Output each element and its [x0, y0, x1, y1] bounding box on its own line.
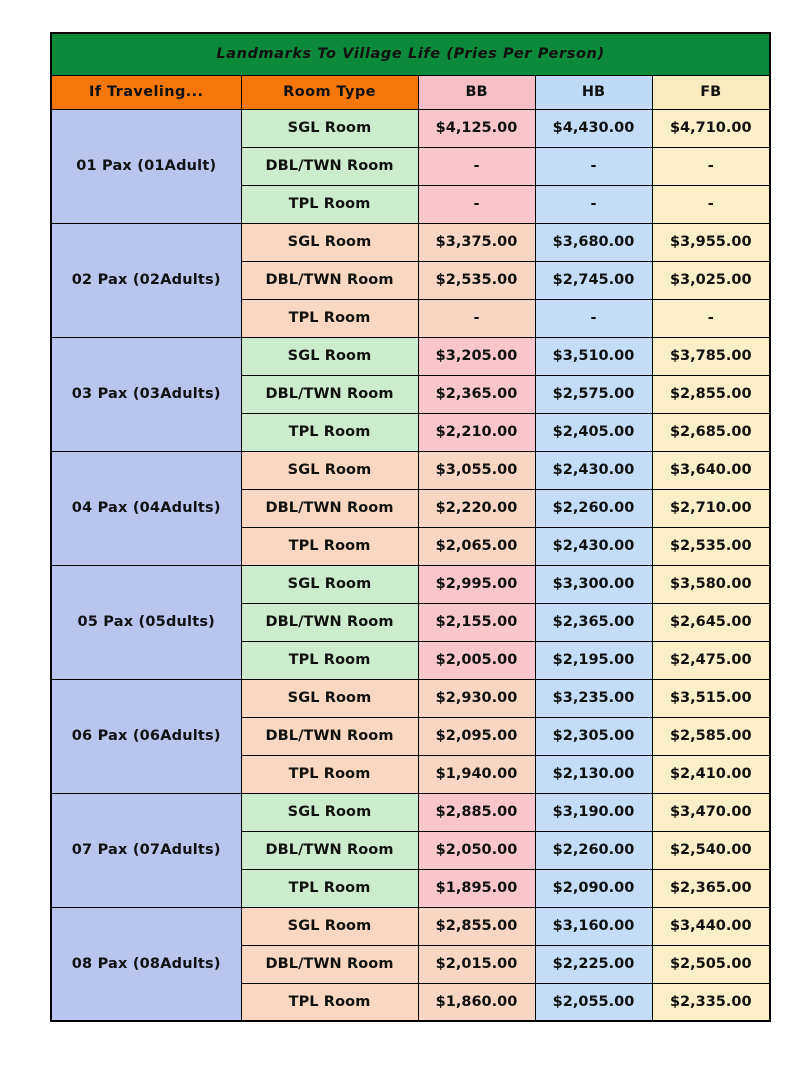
price-cell-hb: $2,745.00	[535, 261, 652, 299]
price-cell-fb: $2,475.00	[652, 641, 770, 679]
table-row	[51, 109, 770, 147]
price-cell-bb: $2,005.00	[418, 641, 535, 679]
room-type-cell: TPL Room	[241, 869, 418, 907]
header-hb: HB	[535, 75, 652, 109]
price-cell-hb: -	[535, 299, 652, 337]
pax-label: 06 Pax (06Adults)	[51, 679, 241, 793]
price-cell-hb: $3,235.00	[535, 679, 652, 717]
price-cell-hb: $4,430.00	[535, 109, 652, 147]
room-type-cell: SGL Room	[241, 451, 418, 489]
pax-label: 01 Pax (01Adult)	[51, 109, 241, 223]
price-cell-bb: $2,050.00	[418, 831, 535, 869]
room-type-cell: TPL Room	[241, 983, 418, 1021]
room-type-cell: DBL/TWN Room	[241, 147, 418, 185]
room-type-cell: TPL Room	[241, 413, 418, 451]
price-cell-fb: -	[652, 299, 770, 337]
room-type-cell: SGL Room	[241, 793, 418, 831]
header-if-traveling: If Traveling...	[51, 75, 241, 109]
price-cell-hb: $2,260.00	[535, 831, 652, 869]
room-type-cell: SGL Room	[241, 907, 418, 945]
column-header-row	[51, 75, 770, 109]
price-cell-fb: $3,580.00	[652, 565, 770, 603]
pricing-table	[50, 32, 771, 1022]
room-type-cell: DBL/TWN Room	[241, 945, 418, 983]
room-type-cell: SGL Room	[241, 223, 418, 261]
price-cell-bb: $2,065.00	[418, 527, 535, 565]
room-type-cell: TPL Room	[241, 527, 418, 565]
price-cell-hb: $3,680.00	[535, 223, 652, 261]
price-cell-bb: $3,055.00	[418, 451, 535, 489]
price-cell-bb: -	[418, 147, 535, 185]
price-cell-hb: $2,405.00	[535, 413, 652, 451]
price-cell-fb: $2,505.00	[652, 945, 770, 983]
price-cell-bb: $3,375.00	[418, 223, 535, 261]
room-type-cell: TPL Room	[241, 185, 418, 223]
price-cell-bb: $4,125.00	[418, 109, 535, 147]
price-cell-fb: $2,410.00	[652, 755, 770, 793]
price-cell-bb: $1,940.00	[418, 755, 535, 793]
title-row	[51, 33, 770, 75]
price-cell-fb: $2,685.00	[652, 413, 770, 451]
table-row	[51, 679, 770, 717]
price-cell-hb: $2,055.00	[535, 983, 652, 1021]
room-type-cell: TPL Room	[241, 299, 418, 337]
price-cell-hb: -	[535, 185, 652, 223]
price-cell-bb: $2,210.00	[418, 413, 535, 451]
room-type-cell: TPL Room	[241, 641, 418, 679]
room-type-cell: SGL Room	[241, 565, 418, 603]
price-cell-hb: $2,365.00	[535, 603, 652, 641]
room-type-cell: DBL/TWN Room	[241, 831, 418, 869]
price-cell-fb: $3,785.00	[652, 337, 770, 375]
price-cell-bb: $1,895.00	[418, 869, 535, 907]
price-cell-hb: -	[535, 147, 652, 185]
price-cell-hb: $2,430.00	[535, 451, 652, 489]
table-row	[51, 337, 770, 375]
table-row	[51, 907, 770, 945]
price-cell-fb: $3,025.00	[652, 261, 770, 299]
room-type-cell: SGL Room	[241, 109, 418, 147]
price-cell-fb: $2,710.00	[652, 489, 770, 527]
room-type-cell: DBL/TWN Room	[241, 717, 418, 755]
price-cell-fb: $2,855.00	[652, 375, 770, 413]
price-cell-fb: $3,955.00	[652, 223, 770, 261]
price-cell-hb: $2,305.00	[535, 717, 652, 755]
price-cell-hb: $2,195.00	[535, 641, 652, 679]
price-cell-bb: $2,885.00	[418, 793, 535, 831]
room-type-cell: TPL Room	[241, 755, 418, 793]
header-fb: FB	[652, 75, 770, 109]
price-cell-bb: $2,995.00	[418, 565, 535, 603]
price-cell-bb: $2,155.00	[418, 603, 535, 641]
pax-label: 03 Pax (03Adults)	[51, 337, 241, 451]
price-cell-bb: $2,855.00	[418, 907, 535, 945]
price-cell-fb: -	[652, 147, 770, 185]
table-row	[51, 223, 770, 261]
price-cell-hb: $3,160.00	[535, 907, 652, 945]
price-cell-bb: -	[418, 185, 535, 223]
pax-label: 02 Pax (02Adults)	[51, 223, 241, 337]
price-cell-hb: $3,300.00	[535, 565, 652, 603]
price-cell-hb: $2,130.00	[535, 755, 652, 793]
price-cell-fb: $3,440.00	[652, 907, 770, 945]
table-row	[51, 565, 770, 603]
table-row	[51, 451, 770, 489]
table-row	[51, 793, 770, 831]
pax-label: 08 Pax (08Adults)	[51, 907, 241, 1021]
price-cell-fb: -	[652, 185, 770, 223]
header-bb: BB	[418, 75, 535, 109]
table-title: Landmarks To Village Life (Pries Per Person)	[51, 33, 770, 75]
price-cell-hb: $3,510.00	[535, 337, 652, 375]
pax-label: 05 Pax (05dults)	[51, 565, 241, 679]
price-cell-hb: $3,190.00	[535, 793, 652, 831]
price-cell-fb: $2,540.00	[652, 831, 770, 869]
table-header	[51, 33, 770, 109]
price-cell-fb: $2,645.00	[652, 603, 770, 641]
price-cell-fb: $3,640.00	[652, 451, 770, 489]
price-cell-bb: $3,205.00	[418, 337, 535, 375]
room-type-cell: DBL/TWN Room	[241, 603, 418, 641]
price-cell-fb: $2,535.00	[652, 527, 770, 565]
price-cell-bb: $1,860.00	[418, 983, 535, 1021]
pax-label: 07 Pax (07Adults)	[51, 793, 241, 907]
price-cell-bb: $2,535.00	[418, 261, 535, 299]
price-cell-fb: $2,335.00	[652, 983, 770, 1021]
price-cell-bb: $2,015.00	[418, 945, 535, 983]
price-cell-bb: $2,220.00	[418, 489, 535, 527]
price-cell-bb: -	[418, 299, 535, 337]
price-cell-fb: $2,365.00	[652, 869, 770, 907]
pax-label: 04 Pax (04Adults)	[51, 451, 241, 565]
room-type-cell: DBL/TWN Room	[241, 489, 418, 527]
table-body	[51, 109, 770, 1021]
price-cell-fb: $3,515.00	[652, 679, 770, 717]
price-cell-fb: $4,710.00	[652, 109, 770, 147]
price-cell-bb: $2,095.00	[418, 717, 535, 755]
room-type-cell: SGL Room	[241, 679, 418, 717]
room-type-cell: DBL/TWN Room	[241, 375, 418, 413]
price-cell-hb: $2,225.00	[535, 945, 652, 983]
price-cell-hb: $2,575.00	[535, 375, 652, 413]
price-cell-bb: $2,930.00	[418, 679, 535, 717]
room-type-cell: SGL Room	[241, 337, 418, 375]
header-room-type: Room Type	[241, 75, 418, 109]
room-type-cell: DBL/TWN Room	[241, 261, 418, 299]
price-cell-hb: $2,260.00	[535, 489, 652, 527]
price-cell-fb: $2,585.00	[652, 717, 770, 755]
price-cell-fb: $3,470.00	[652, 793, 770, 831]
price-cell-hb: $2,090.00	[535, 869, 652, 907]
price-cell-hb: $2,430.00	[535, 527, 652, 565]
price-cell-bb: $2,365.00	[418, 375, 535, 413]
